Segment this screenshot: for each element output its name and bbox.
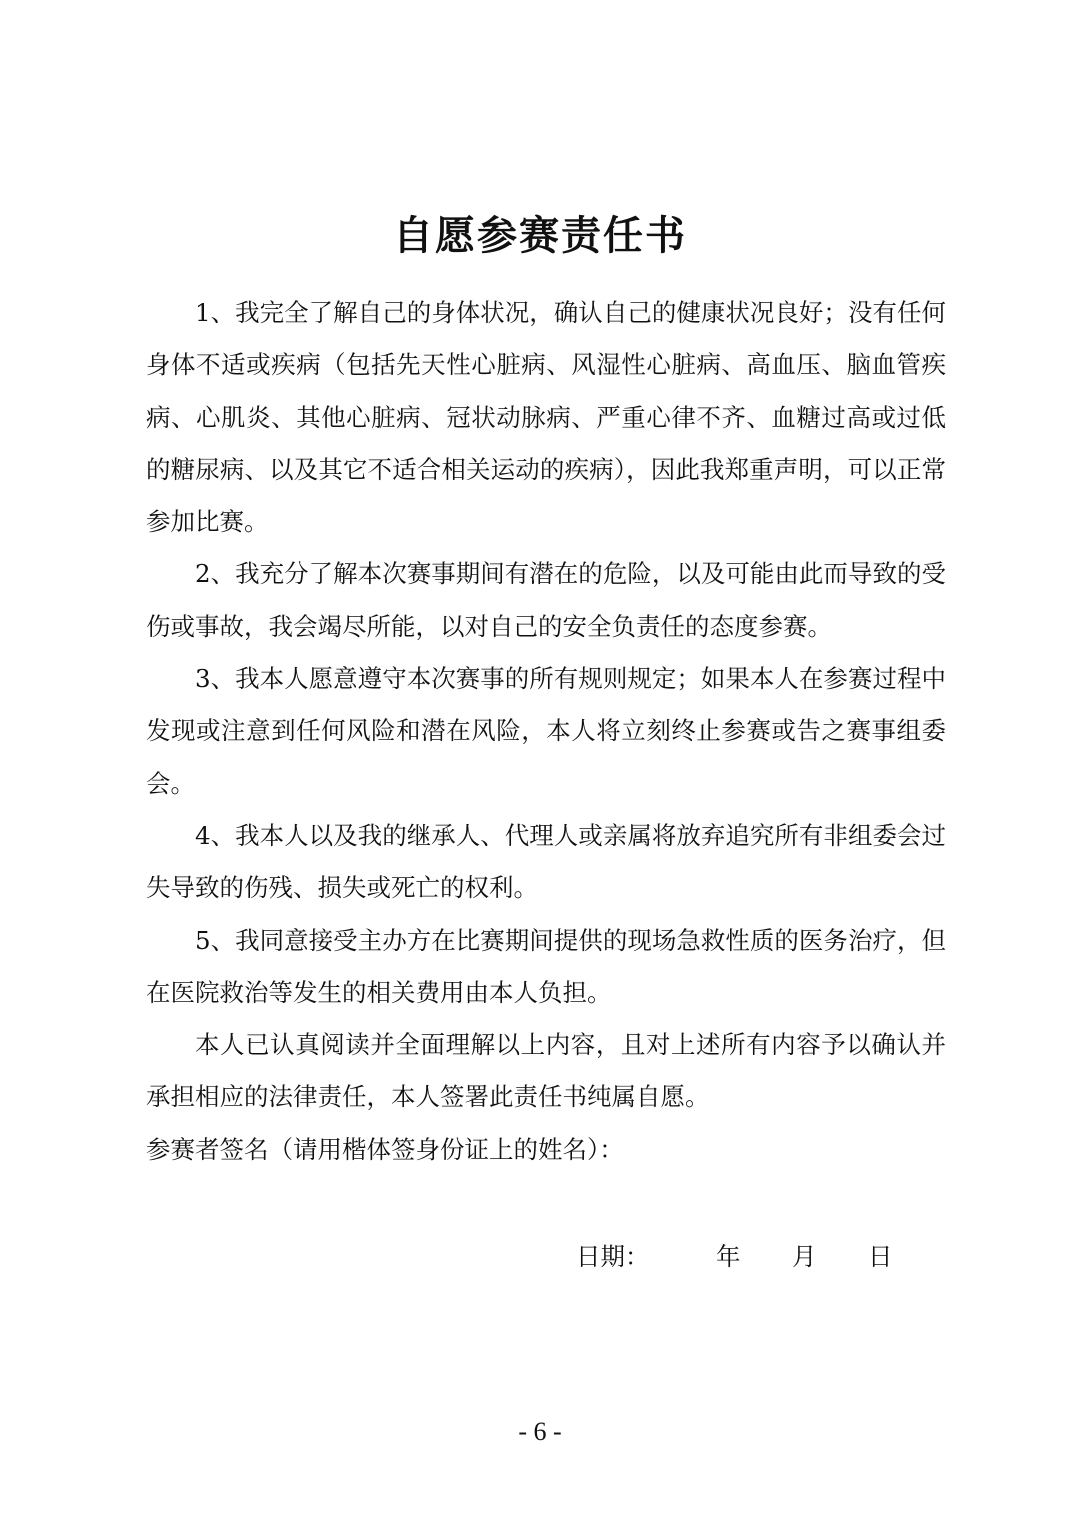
signature-line: 参赛者签名（请用楷体签身份证上的姓名）：: [146, 1134, 624, 1164]
page-number: - 6 -: [518, 1417, 562, 1446]
confirmation-paragraph: 本人已认真阅读并全面理解以上内容，且对上述所有内容予以确认并承担相应的法律责任，本人签署此责任书纯属自愿。: [146, 1030, 946, 1112]
year-label: 年: [716, 1242, 741, 1271]
month-label: 月: [792, 1242, 817, 1271]
day-label: 日: [868, 1242, 893, 1271]
clause-3: 3、我本人愿意遵守本次赛事的所有规则规定；如果本人在参赛过程中发现或注意到任何风险和潜在风险，本人将立刻终止参赛或告之赛事组委会。: [146, 664, 946, 798]
clause-5: 5、我同意接受主办方在比赛期间提供的现场急救性质的医务治疗，但在医院救治等发生的相关费用由本人负担。: [146, 925, 946, 1007]
document-body: [146, 287, 946, 1176]
document-title: 自愿参赛责任书: [393, 213, 687, 259]
clause-4: 4、我本人以及我的继承人、代理人或亲属将放弃追究所有非组委会过失导致的伤残、损失或死亡的权利。: [146, 820, 946, 903]
clause-1: 1、我完全了解自己的身体状况，确认自己的健康状况良好；没有任何身体不适或疾病（包括先天性心脏病、风湿性心脏病、高血压、脑血管疾病、心肌炎、其他心脏病、冠状动脉病、严重心律不齐、血糖过高或过低的糖尿病、以及其它不适合相关运动的疾病），因此我郑重声明，可以正常参加比赛。: [146, 298, 946, 537]
date-line: [576, 1231, 893, 1283]
date-label: 日期：: [576, 1242, 650, 1271]
clause-2: 2、我充分了解本次赛事期间有潜在的危险，以及可能由此而导致的受伤或事故，我会竭尽所能，以对自己的安全负责任的态度参赛。: [146, 559, 946, 641]
